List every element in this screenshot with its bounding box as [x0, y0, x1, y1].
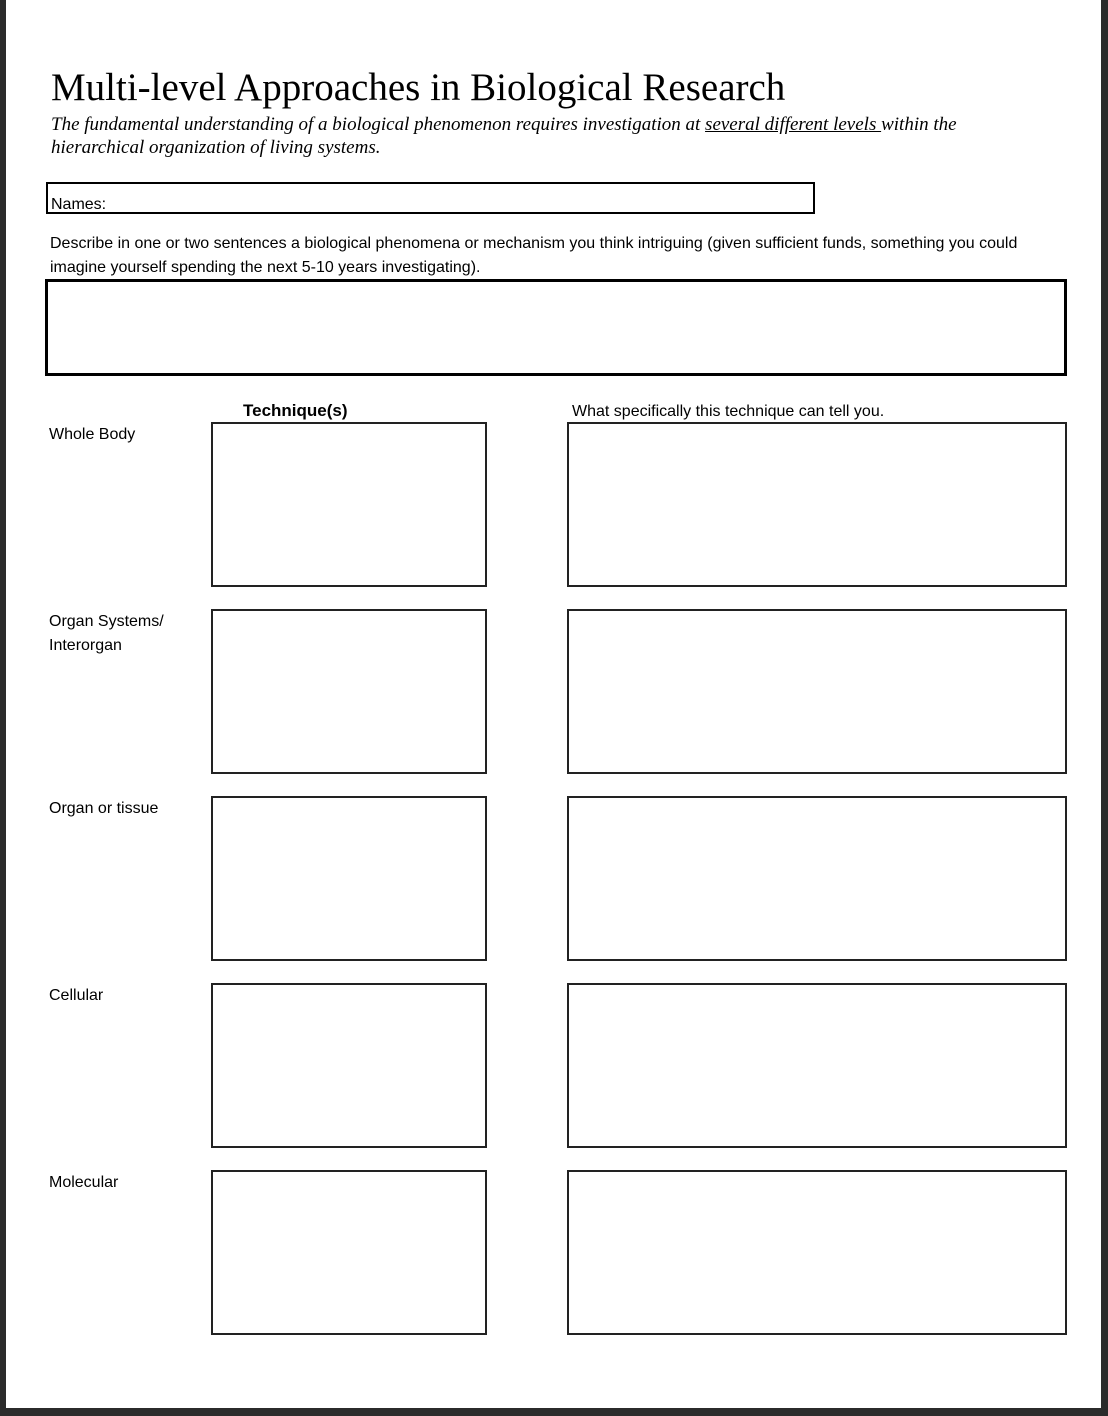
level-label-line: Interorgan: [49, 637, 122, 654]
level-label-line: Whole Body: [49, 426, 136, 443]
what-field-whole-body[interactable]: [567, 422, 1067, 587]
level-label-whole-body: [49, 423, 209, 447]
technique-column-header: Technique(s): [243, 401, 348, 420]
page-subtitle: [51, 113, 991, 159]
level-label-organ-tissue: [49, 797, 209, 821]
subtitle-text-start: The fundamental understanding of a biological phenomenon requires investigation at: [51, 114, 706, 135]
subtitle-text-end: within the hierarchical organization of living systems.: [51, 114, 957, 158]
what-field-molecular[interactable]: [567, 1170, 1067, 1335]
what-field-cellular[interactable]: [567, 983, 1067, 1148]
names-label: Names:: [51, 196, 107, 213]
level-label-line: Cellular: [49, 987, 104, 1004]
technique-field-cellular[interactable]: [211, 983, 487, 1148]
level-label-line: Molecular: [49, 1174, 119, 1191]
names-field[interactable]: [46, 182, 815, 214]
technique-field-whole-body[interactable]: [211, 422, 487, 587]
worksheet-page: [6, 0, 1101, 1408]
level-label-line: Organ Systems/: [49, 613, 164, 630]
level-label-line: Organ or tissue: [49, 800, 159, 817]
what-field-organ-systems[interactable]: [567, 609, 1067, 774]
what-field-organ-tissue[interactable]: [567, 796, 1067, 961]
level-label-organ-systems: [49, 610, 209, 658]
subtitle-underlined-text: several different levels: [705, 114, 882, 135]
technique-field-organ-tissue[interactable]: [211, 796, 487, 961]
level-label-cellular: [49, 984, 209, 1008]
level-label-molecular: [49, 1171, 209, 1195]
prompt-text: Describe in one or two sentences a biological phenomena or mechanism you think intriguing (given sufficient funds, something you could imagine yourself spending the next 5-10 years investigating).: [50, 235, 1018, 276]
page-title: Multi-level Approaches in Biological Research: [51, 66, 786, 109]
what-it-tells-column-header: What specifically this technique can tell you.: [572, 403, 885, 420]
technique-field-organ-systems[interactable]: [211, 609, 487, 774]
phenomenon-description-field[interactable]: [45, 279, 1067, 376]
technique-field-molecular[interactable]: [211, 1170, 487, 1335]
